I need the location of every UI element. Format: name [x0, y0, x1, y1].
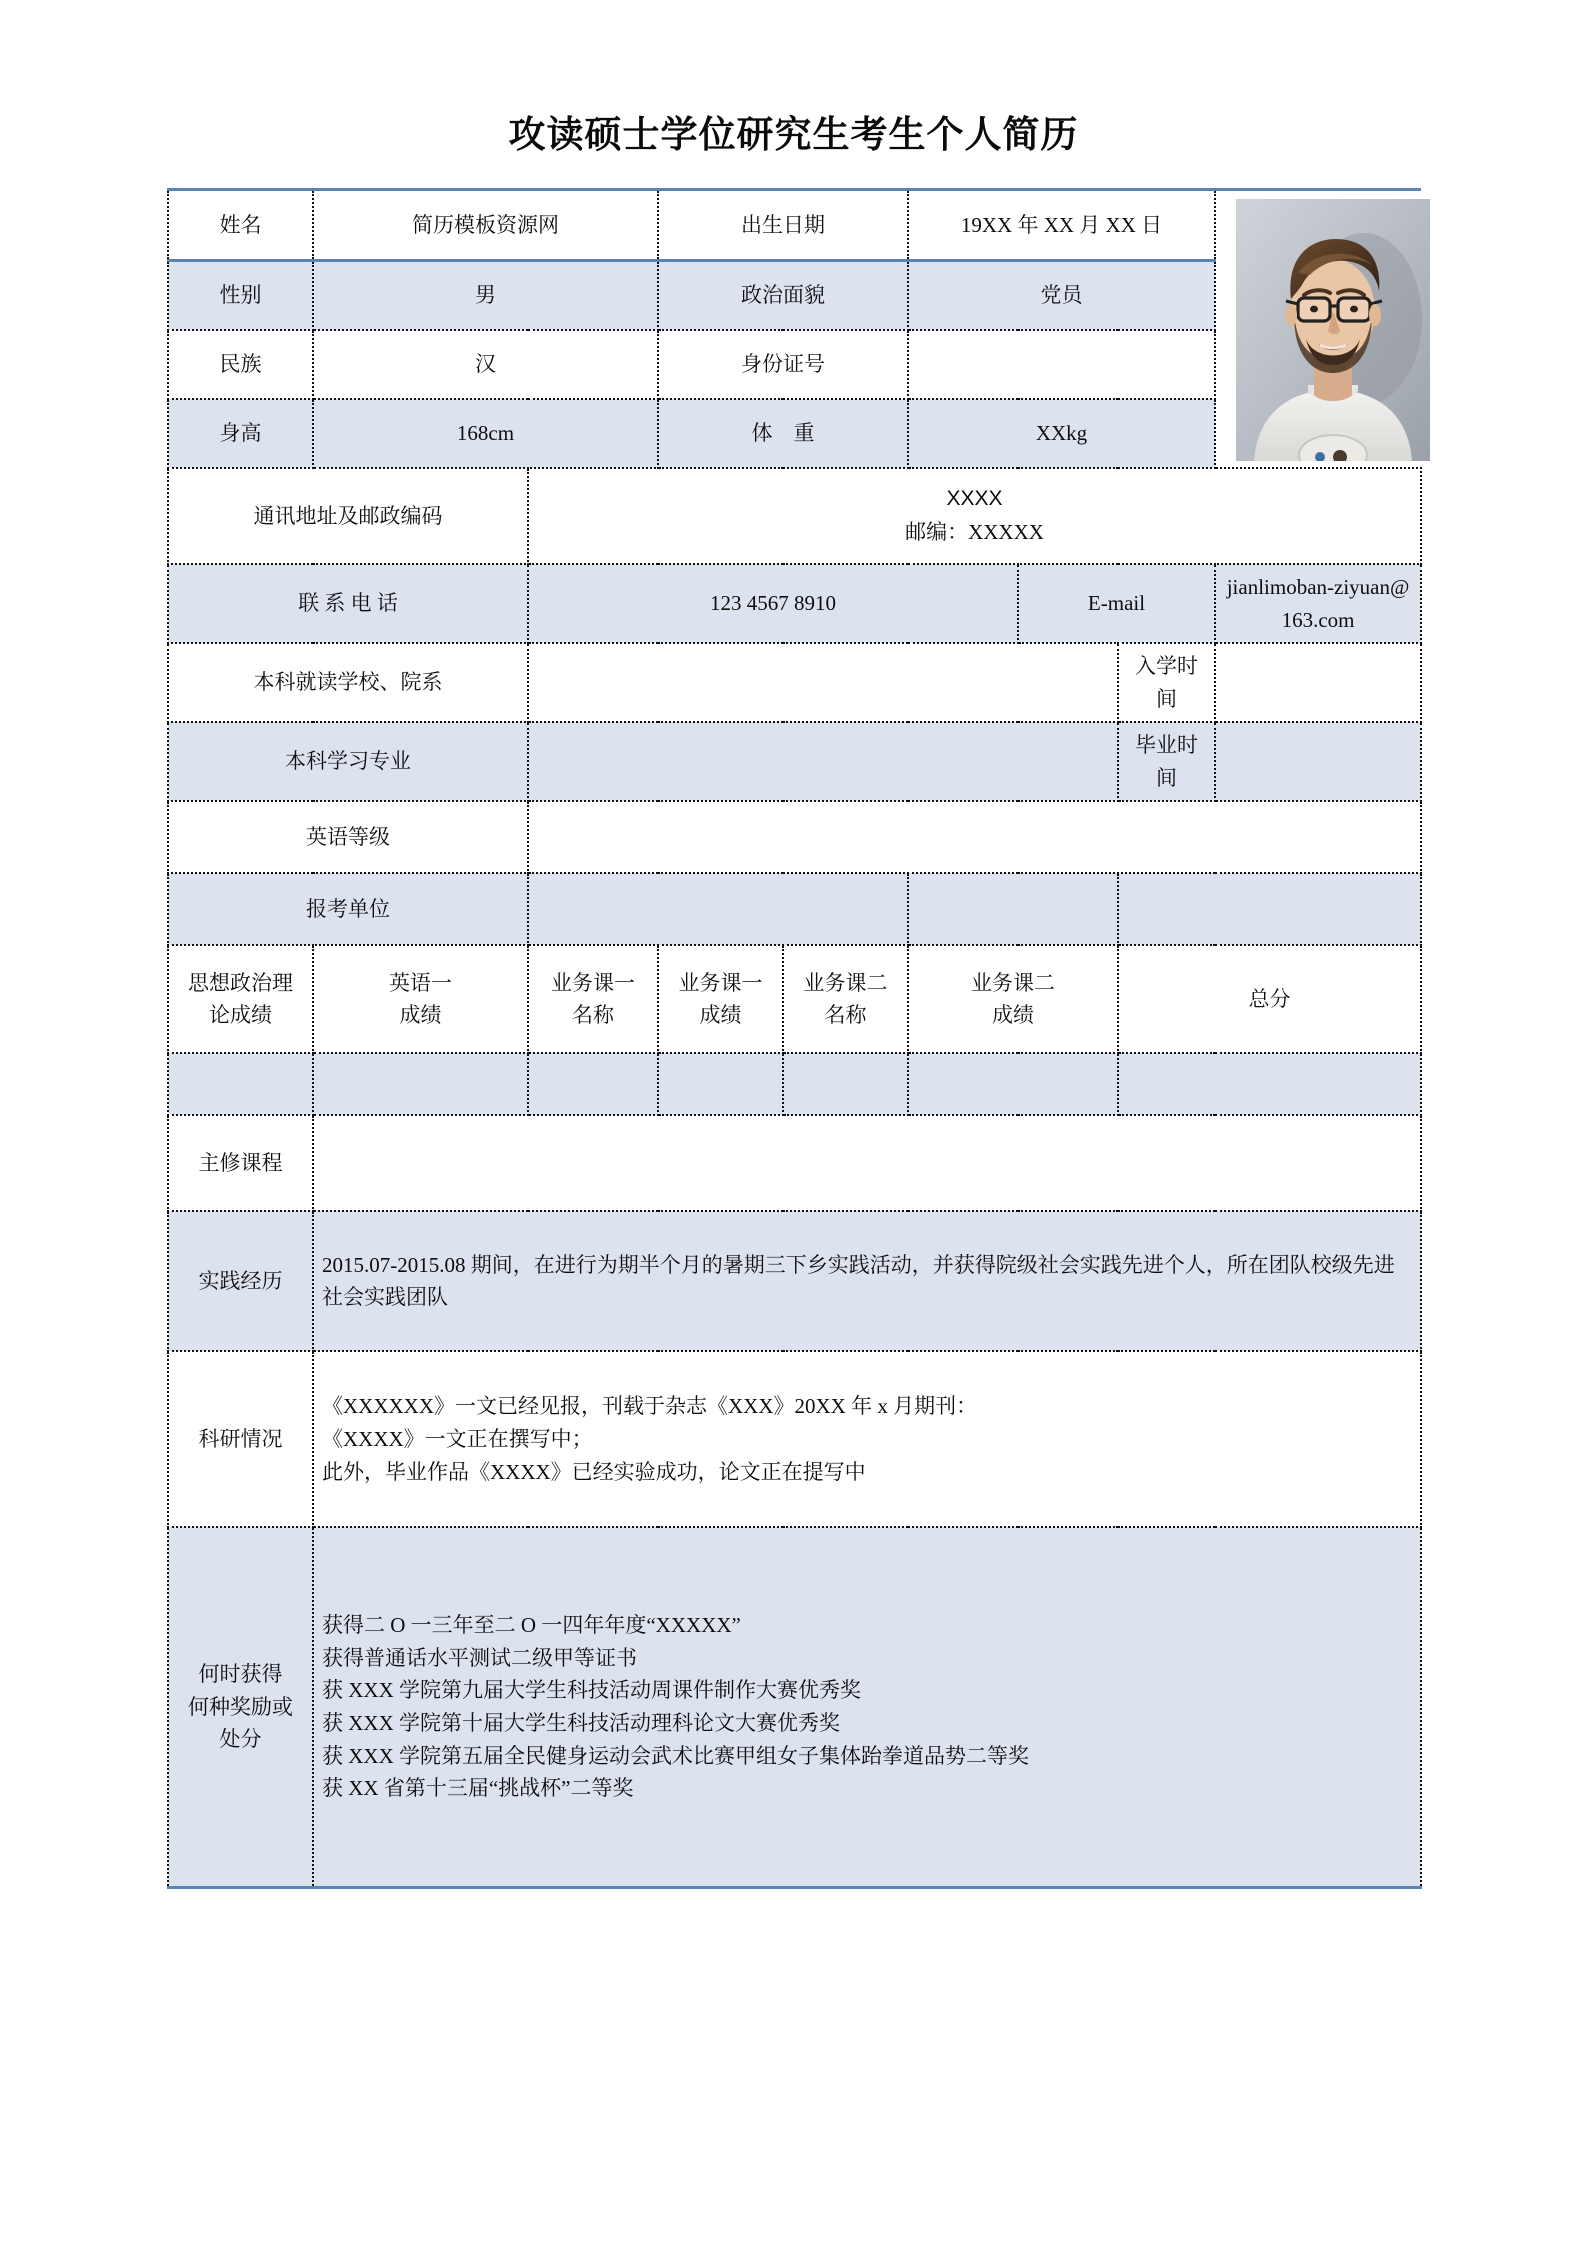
table-row-major-courses [168, 1115, 1421, 1211]
research-line-3: 此外，毕业作品《XXXX》已经实验成功，论文正在提写中 [322, 1459, 866, 1484]
cell-id-label: 身份证号 [658, 330, 908, 399]
cell-apply-unit-label: 报考单位 [168, 873, 528, 945]
award-line-3: 获 XXX 学院第九届大学生科技活动周课件制作大赛优秀奖 [322, 1678, 861, 1703]
page-title: 攻读硕士学位研究生考生个人简历 [508, 115, 1079, 156]
award-line-6: 获 XX 省第十三届“挑战杯”二等奖 [322, 1776, 634, 1801]
awards-label-line-3: 处分 [219, 1727, 262, 1752]
cell-birth-value[interactable]: 19XX 年 XX 月 XX 日 [908, 190, 1215, 261]
table-row-phone [168, 564, 1421, 643]
cell-enroll-value[interactable] [1215, 643, 1421, 722]
scores-header-course2-name-line2: 名称 [824, 1003, 867, 1028]
scores-value-course1-name[interactable] [528, 1053, 658, 1115]
practice-line-1: 2015.07-2015.08 期间，在进行为期半个月的暑期三下乡实践活动，并获得院级社会实践先进个人，所在团队校级先进社会实践团队 [322, 1252, 1395, 1310]
scores-header-course2-score [908, 945, 1118, 1053]
table-row-major [168, 722, 1421, 801]
scores-value-course2-name[interactable] [783, 1053, 908, 1115]
scores-header-course2-score-line2: 成绩 [992, 1003, 1034, 1028]
cell-graduate-value[interactable] [1215, 722, 1421, 801]
cell-apply-unit-2[interactable] [908, 873, 1118, 945]
cell-gender-value[interactable]: 男 [313, 260, 658, 330]
table-row-scores-values [168, 1053, 1421, 1115]
scores-header-english [313, 945, 528, 1053]
scores-value-course1-score[interactable] [658, 1053, 783, 1115]
cell-birth-label: 出生日期 [658, 190, 908, 261]
award-line-5: 获 XXX 学院第五届全民健身运动会武术比赛甲组女子集体跆拳道品势二等奖 [322, 1743, 1029, 1768]
cell-ethnicity-value[interactable]: 汉 [313, 330, 658, 399]
scores-header-course1-score-line2: 成绩 [699, 1003, 742, 1028]
cell-name-label: 姓名 [168, 190, 313, 261]
cell-major-value[interactable] [528, 722, 1118, 801]
cell-awards-label [168, 1527, 313, 1887]
research-line-2: 《XXXX》一文正在撰写中； [322, 1427, 593, 1451]
cell-political-label: 政治面貌 [658, 260, 908, 330]
cell-research-value[interactable] [313, 1351, 1421, 1527]
cell-weight-label: 体 重 [658, 399, 908, 468]
scores-value-politics[interactable] [168, 1053, 313, 1115]
table-row-address [168, 468, 1421, 564]
awards-label-line-2: 何种奖励或 [188, 1694, 293, 1719]
scores-header-course1-score-line1: 业务课一 [678, 970, 763, 995]
applicant-photo-icon [1236, 199, 1430, 461]
cell-major-courses-label: 主修课程 [168, 1115, 313, 1211]
cell-id-value[interactable] [908, 330, 1215, 399]
awards-label-line-1: 何时获得 [198, 1662, 283, 1687]
table-row-english [168, 801, 1421, 873]
scores-header-course2-name-line1: 业务课二 [803, 970, 888, 995]
table-row-apply-unit [168, 873, 1421, 945]
cell-email-label: E-mail [1018, 564, 1215, 643]
table-row-scores-header [168, 945, 1421, 1053]
scores-header-english-line2: 成绩 [399, 1003, 442, 1028]
scores-value-total[interactable] [1118, 1053, 1421, 1115]
scores-header-course1-name-line2: 名称 [572, 1003, 614, 1028]
address-line-2: 邮编：XXXXX [905, 520, 1044, 544]
scores-value-course2-score[interactable] [908, 1053, 1118, 1115]
avatar [1236, 199, 1430, 461]
cell-graduate-label: 毕业时间 [1118, 722, 1215, 801]
table-row-practice [168, 1211, 1421, 1351]
cell-address-value[interactable] [528, 468, 1421, 564]
scores-header-course1-name-line1: 业务课一 [551, 970, 635, 995]
scores-header-course1-score [658, 945, 783, 1053]
address-line-1: XXXX [946, 487, 1003, 511]
cell-apply-unit-3[interactable] [1118, 873, 1421, 945]
scores-header-course2-score-line1: 业务课二 [971, 970, 1055, 995]
scores-header-course2-name [783, 945, 908, 1053]
scores-value-english[interactable] [313, 1053, 528, 1115]
cell-ethnicity-label: 民族 [168, 330, 313, 399]
table-row-awards [168, 1527, 1421, 1887]
award-line-1: 获得二 O 一三年至二 O 一四年年度“XXXXX” [322, 1613, 741, 1638]
cell-weight-value[interactable]: XXkg [908, 399, 1215, 468]
cell-political-value[interactable]: 党员 [908, 260, 1215, 330]
cell-gender-label: 性别 [168, 260, 313, 330]
cell-major-courses-value[interactable] [313, 1115, 1421, 1211]
cell-practice-label: 实践经历 [168, 1211, 313, 1351]
cell-name-value[interactable]: 简历模板资源网 [313, 190, 658, 261]
scores-header-course1-name [528, 945, 658, 1053]
cell-school-label: 本科就读学校、院系 [168, 643, 528, 722]
resume-table [167, 188, 1422, 1889]
award-line-4: 获 XXX 学院第十届大学生科技活动理科论文大赛优秀奖 [322, 1711, 840, 1736]
cell-height-label: 身高 [168, 399, 313, 468]
table-row-school [168, 643, 1421, 722]
cell-practice-value[interactable] [313, 1211, 1421, 1351]
cell-major-label: 本科学习专业 [168, 722, 528, 801]
scores-header-politics [168, 945, 313, 1053]
table-row-name [168, 190, 1421, 261]
cell-apply-unit-1[interactable] [528, 873, 908, 945]
cell-school-value[interactable] [528, 643, 1118, 722]
cell-email-value[interactable]: jianlimoban-ziyuan@163.com [1215, 564, 1421, 643]
cell-enroll-label: 入学时间 [1118, 643, 1215, 722]
cell-english-value[interactable] [528, 801, 1421, 873]
cell-phone-value[interactable]: 123 4567 8910 [528, 564, 1018, 643]
cell-awards-value[interactable] [313, 1527, 1421, 1887]
cell-english-label: 英语等级 [168, 801, 528, 873]
scores-header-english-line1: 英语一 [389, 970, 452, 995]
cell-phone-label: 联 系 电 话 [168, 564, 528, 643]
research-line-1: 《XXXXXX》一文已经见报，刊载于杂志《XXX》20XX 年 x 月期刊： [322, 1394, 978, 1419]
photo-cell [1215, 190, 1421, 469]
scores-header-total: 总分 [1118, 945, 1421, 1053]
award-line-2: 获得普通话水平测试二级甲等证书 [322, 1645, 637, 1670]
cell-address-label: 通讯地址及邮政编码 [168, 468, 528, 564]
scores-header-politics-line2: 论成绩 [209, 1003, 272, 1028]
scores-header-politics-line1: 思想政治理 [188, 970, 293, 995]
cell-research-label: 科研情况 [168, 1351, 313, 1527]
cell-height-value[interactable]: 168cm [313, 399, 658, 468]
table-row-research [168, 1351, 1421, 1527]
